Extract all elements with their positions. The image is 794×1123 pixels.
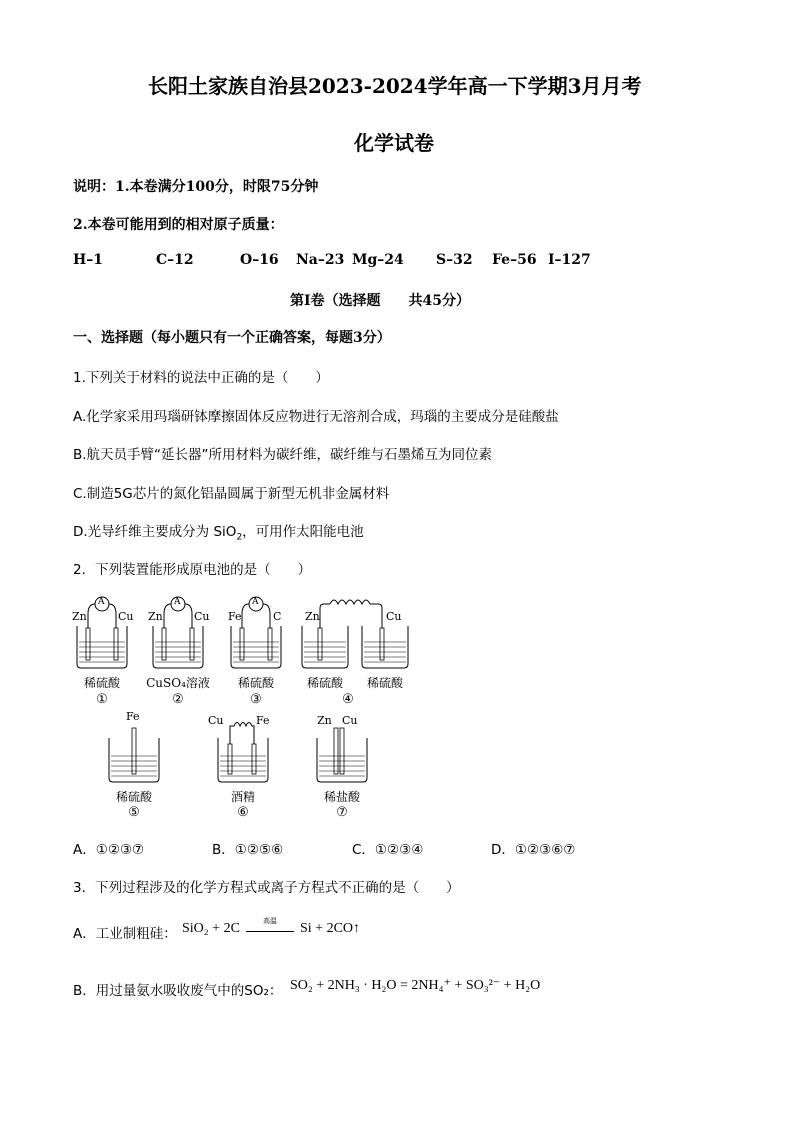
q1-option-b: B.航天员手臂“延长器”所用材料为碳纤维，碳纤维与石墨烯互为同位素 [73, 447, 493, 463]
device-2-meter: A [174, 597, 181, 607]
device-3 [226, 590, 296, 710]
device-5 [104, 712, 174, 822]
device-3-meter: A [252, 597, 259, 607]
device-1-drawing [72, 590, 142, 670]
device-3-right: C [273, 610, 282, 623]
device-2 [148, 590, 218, 710]
q1-option-d-tail: ，可用作太阳能电池 [242, 524, 364, 540]
device-2-right: Cu [194, 610, 210, 623]
device-4-number: ④ [342, 692, 354, 707]
q1-option-c: C.制造5G芯片的氮化铝晶圆属于新型无机非金属材料 [73, 486, 390, 502]
q1-option-d [73, 520, 364, 543]
mass-h: H–1 [73, 252, 103, 268]
device-6 [208, 712, 278, 822]
device-4-left: Zn [305, 610, 320, 623]
mass-na: Na–23 [296, 252, 345, 268]
device-7-solution: 稀盐酸 [323, 790, 360, 804]
exam-title: 长阳土家族自治县2023-2024学年高一下学期3月月考 [148, 74, 642, 98]
device-1 [72, 590, 142, 710]
device-1-solution: 稀硫酸 [83, 676, 120, 690]
device-5-top: Fe [126, 710, 140, 723]
q1-stem: 1.下列关于材料的说法中正确的是（ ） [73, 370, 329, 386]
device-6-solution: 酒精 [230, 790, 255, 804]
device-1-right: Cu [118, 610, 134, 623]
part-heading: 第Ⅰ卷（选择题 共45分） [290, 293, 471, 309]
note-line-1: 说明：1.本卷满分100分，时限75分钟 [73, 179, 319, 195]
device-7 [312, 712, 382, 822]
q2-option-c: C．①②③④ [352, 842, 424, 858]
device-2-drawing [148, 590, 218, 670]
device-3-number: ③ [250, 692, 262, 707]
q2-option-a: A．①②③⑦ [73, 842, 145, 858]
apparatus-figure [0, 590, 794, 820]
mass-s: S–32 [436, 252, 473, 268]
device-7-left: Zn [317, 714, 332, 727]
q1-option-a: A.化学家采用玛瑙研钵摩擦固体反应物进行无溶剂合成，玛瑙的主要成分是硅酸盐 [73, 409, 559, 425]
device-4-right: Cu [386, 610, 402, 623]
device-4-solution-left: 稀硫酸 [306, 676, 343, 690]
device-3-left: Fe [228, 610, 242, 623]
q3-option-a-lhs: SiO₂ + 2C [182, 921, 240, 936]
note-line-2: 2.本卷可能用到的相对原子质量： [73, 217, 284, 233]
device-4-drawing [300, 590, 420, 670]
q3-option-a-condition: 高温 [263, 917, 277, 925]
mass-fe: Fe–56 [492, 252, 537, 268]
section-heading: 一、选择题（每小题只有一个正确答案，每题3分） [73, 330, 391, 346]
q3-option-b-equation: SO₂ + 2NH₃ · H₂O = 2NH₄⁺ + SO₃²⁻ + H₂O [290, 978, 541, 993]
q3-option-a-arrow-line [246, 931, 294, 932]
mass-i: I–127 [548, 252, 591, 268]
device-3-solution: 稀硫酸 [237, 676, 274, 690]
mass-c: C–12 [156, 252, 194, 268]
mass-o: O–16 [240, 252, 279, 268]
device-4-solution-right: 稀硫酸 [366, 676, 403, 690]
device-6-right: Fe [256, 714, 270, 727]
device-2-left: Zn [148, 610, 163, 623]
q3-option-a-rhs: Si + 2CO↑ [300, 921, 361, 936]
device-3-drawing [226, 590, 296, 670]
q1-option-d-sub: 2 [236, 532, 243, 543]
device-1-meter: A [98, 597, 105, 607]
q2-option-d: D．①②③⑥⑦ [491, 842, 576, 858]
q3-stem: 3．下列过程涉及的化学方程式或离子方程式不正确的是（ ） [73, 880, 460, 896]
q3-option-a [73, 922, 177, 942]
q3-option-b-label: B．用过量氨水吸收废气中的SO₂： [73, 983, 283, 999]
device-2-solution: CuSO₄溶液 [146, 676, 210, 690]
q2-option-b: B．①②⑤⑥ [212, 842, 284, 858]
device-6-left: Cu [208, 714, 224, 727]
subject-title: 化学试卷 [354, 131, 434, 155]
mass-mg: Mg–24 [352, 252, 404, 268]
device-5-solution: 稀硫酸 [115, 790, 152, 804]
device-2-number: ② [172, 692, 184, 707]
atomic-masses [0, 252, 794, 272]
q1-option-d-text: D.光导纤维主要成分为 SiO [73, 524, 237, 540]
device-7-number: ⑦ [336, 805, 348, 820]
device-1-left: Zn [72, 610, 87, 623]
device-5-number: ⑤ [128, 805, 140, 820]
device-4 [300, 590, 420, 710]
device-7-right: Cu [342, 714, 358, 727]
device-6-number: ⑥ [237, 805, 249, 820]
q3-option-a-label: A．工业制粗硅： [73, 926, 177, 942]
q2-stem: 2．下列装置能形成原电池的是（ ） [73, 562, 312, 578]
device-1-number: ① [96, 692, 108, 707]
